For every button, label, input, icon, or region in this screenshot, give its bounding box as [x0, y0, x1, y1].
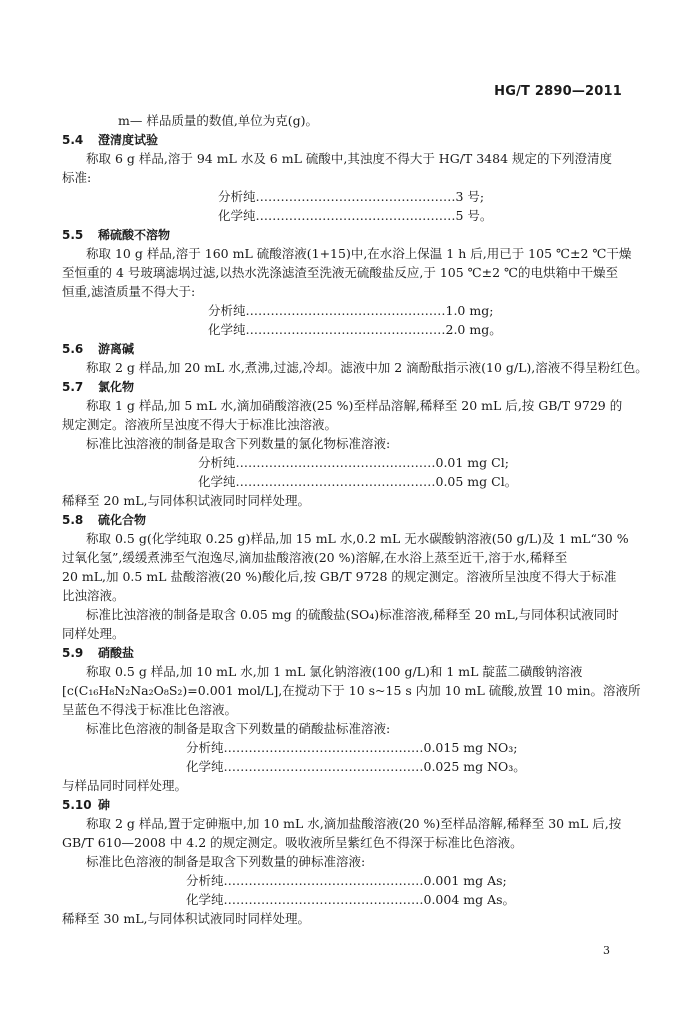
text-line: 分析纯…………………………………………1.0 mg; — [208, 303, 494, 318]
text-line: 过氧化氢”,缓缓煮沸至气泡逸尽,滴加盐酸溶液(20 %)溶解,在水浴上蒸至近干,溶于水,稀释至 — [62, 550, 568, 565]
text-line: GB/T 610—2008 中 4.2 的规定测定。吸收液所呈紫红色不得深于标准比色溶液。 — [62, 835, 523, 850]
text-line: 分析纯…………………………………………3 号; — [218, 189, 485, 204]
text-line: 标准比浊溶液的制备是取含 0.05 mg 的硫酸盐(SO₄)标准溶液,稀释至 20 mL,与同体积试液同时 — [86, 607, 619, 622]
standard-number-header: HG/T 2890—2011 — [494, 84, 622, 99]
text-line: m— 样品质量的数值,单位为克(g)。 — [118, 113, 319, 128]
text-line: 称取 0.5 g 样品,加 10 mL 水,加 1 mL 氯化钠溶液(100 g/L)和 1 mL 靛蓝二磺酸钠溶液 — [86, 664, 583, 679]
text-line: 化学纯…………………………………………0.004 mg As。 — [186, 892, 516, 907]
section-number: 5.5 — [62, 228, 84, 242]
text-line: 比浊溶液。 — [62, 588, 125, 603]
section-number: 5.6 — [62, 342, 84, 356]
text-line: 稀释至 20 mL,与同体积试液同时同样处理。 — [62, 493, 310, 508]
text-line: 称取 2 g 样品,加 20 mL 水,煮沸,过滤,冷却。滤液中加 2 滴酚酞指示液(10 g/L),溶液不得呈粉红色。 — [86, 360, 648, 375]
section-title: 硝酸盐 — [98, 646, 135, 660]
text-line: 化学纯…………………………………………0.025 mg NO₃。 — [186, 759, 526, 774]
section-title: 硫化合物 — [98, 513, 147, 527]
section-title: 游离碱 — [98, 342, 135, 356]
text-line: 分析纯…………………………………………0.015 mg NO₃; — [186, 740, 518, 755]
section-number: 5.7 — [62, 380, 84, 394]
text-line: 呈蓝色不得浅于标准比色溶液。 — [62, 702, 238, 717]
text-line: 化学纯…………………………………………5 号。 — [218, 208, 493, 223]
text-line: 稀释至 30 mL,与同体积试液同时同样处理。 — [62, 911, 310, 926]
text-line: [c(C₁₆H₈N₂Na₂O₈S₂)=0.001 mol/L],在搅动下于 10 s~15 s 内加 10 mL 硫酸,放置 10 min。溶液所 — [62, 683, 641, 698]
section-title: 氯化物 — [98, 380, 135, 394]
text-line: 标准比色溶液的制备是取含下列数量的硝酸盐标准溶液: — [86, 721, 391, 736]
text-line: 称取 10 g 样品,溶于 160 mL 硫酸溶液(1+15)中,在水浴上保温 1 h 后,用已于 105 ℃±2 ℃干燥 — [86, 246, 632, 261]
text-line: 称取 0.5 g(化学纯取 0.25 g)样品,加 15 mL 水,0.2 mL 无水碳酸钠溶液(50 g/L)及 1 mL“30 % — [86, 531, 629, 546]
text-line: 化学纯…………………………………………0.05 mg Cl。 — [198, 474, 518, 489]
text-line: 至恒重的 4 号玻璃滤埚过滤,以热水洗涤滤渣至洗液无硫酸盐反应,于 105 ℃±2 ℃的电烘箱中干燥至 — [62, 265, 619, 280]
text-line: 恒重,滤渣质量不得大于: — [62, 284, 196, 299]
text-line: 标准: — [62, 170, 92, 185]
text-line: 称取 1 g 样品,加 5 mL 水,滴加硝酸溶液(25 %)至样品溶解,稀释至 20 mL 后,按 GB/T 9729 的 — [86, 398, 623, 413]
section-title: 砷 — [98, 798, 111, 812]
text-line: 分析纯…………………………………………0.001 mg As; — [186, 873, 507, 888]
text-line: 规定测定。溶液所呈浊度不得大于标准比浊溶液。 — [62, 417, 338, 432]
text-line: 20 mL,加 0.5 mL 盐酸溶液(20 %)酸化后,按 GB/T 9728 的规定测定。溶液所呈浊度不得大于标准 — [62, 569, 617, 584]
text-line: 称取 2 g 样品,置于定砷瓶中,加 10 mL 水,滴加盐酸溶液(20 %)至样品溶解,稀释至 30 mL 后,按 — [86, 816, 622, 831]
page-number: 3 — [603, 944, 610, 957]
text-line: 同样处理。 — [62, 626, 125, 641]
text-line: 标准比色溶液的制备是取含下列数量的砷标准溶液: — [86, 854, 366, 869]
section-title: 澄清度试验 — [98, 133, 159, 147]
text-line: 与样品同时同样处理。 — [62, 778, 188, 793]
section-title: 稀硫酸不溶物 — [98, 228, 171, 242]
section-number: 5.4 — [62, 133, 84, 147]
section-number: 5.8 — [62, 513, 84, 527]
text-line: 标准比浊溶液的制备是取含下列数量的氯化物标准溶液: — [86, 436, 391, 451]
section-number: 5.9 — [62, 646, 84, 660]
text-line: 化学纯…………………………………………2.0 mg。 — [208, 322, 502, 337]
text-line: 分析纯…………………………………………0.01 mg Cl; — [198, 455, 509, 470]
section-number: 5.10 — [62, 798, 92, 812]
text-line: 称取 6 g 样品,溶于 94 mL 水及 6 mL 硫酸中,其浊度不得大于 HG/T 3484 规定的下列澄清度 — [86, 151, 612, 166]
